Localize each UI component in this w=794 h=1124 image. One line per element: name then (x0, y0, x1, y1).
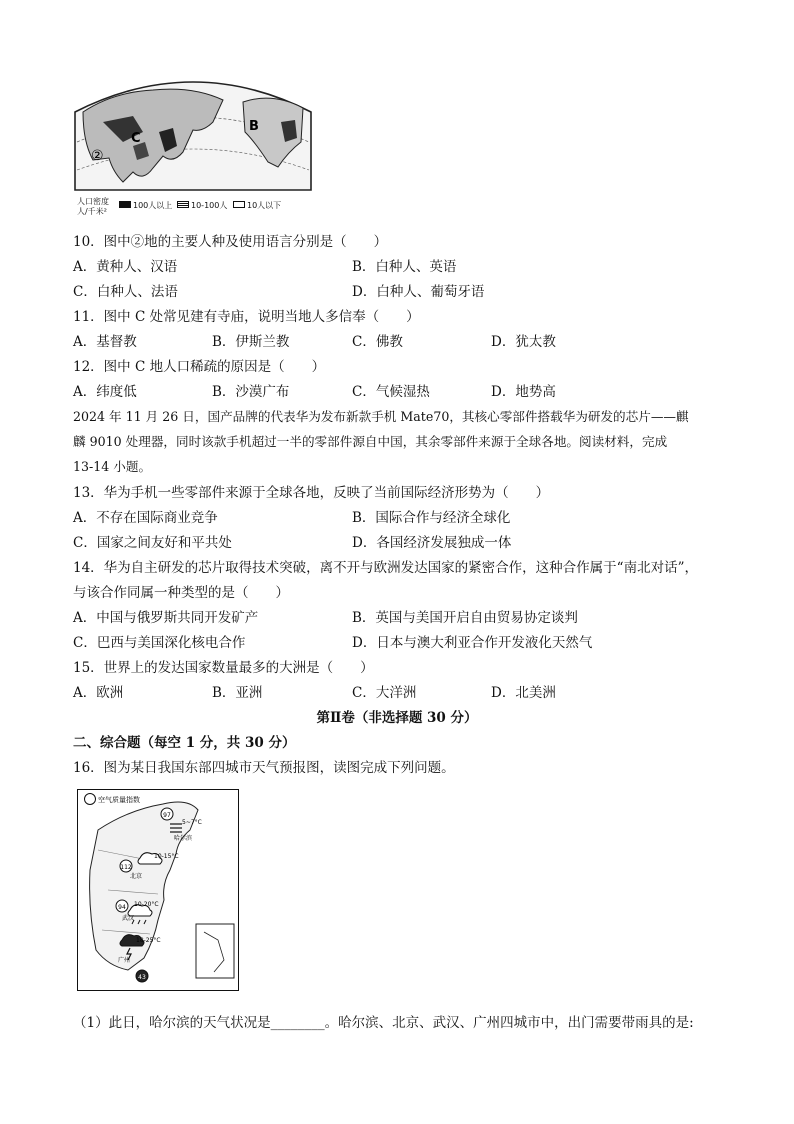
question-13-stem: 13．华为手机一些零部件来源于全球各地，反映了当前国际经济形势为（ ） (73, 485, 550, 501)
population-density-map (73, 72, 313, 222)
city-wuhan: 武汉 (122, 915, 135, 922)
question-11-stem: 11．图中 C 处常见建有寺庙，说明当地人多信奉（ ） (73, 309, 420, 325)
question-12-option-c: C．气候湿热 (352, 384, 430, 400)
question-12-option-b: B．沙漠广布 (212, 384, 290, 400)
aqi-wuhan: 94 (118, 904, 126, 911)
question-13-option-c: C．国家之间友好和平共处 (73, 535, 232, 551)
question-14-option-c: C．巴西与美国深化核电合作 (73, 635, 246, 651)
question-12-option-d: D．地势高 (491, 384, 556, 400)
aqi-guangzhou: 43 (138, 974, 146, 981)
question-14-stem-line-1: 14．华为自主研发的芯片取得技术突破，离不开与欧洲发达国家的紧密合作，这种合作属于“南北对话”， (73, 560, 698, 576)
temp-harbin: 5~7°C (182, 819, 202, 826)
question-10-option-b: B．白种人、英语 (352, 259, 457, 275)
question-11-option-d: D．犹太教 (491, 334, 556, 350)
passage-line-2: 麟 9010 处理器，同时该款手机超过一半的零部件源自中国，其余零部件来源于全球各地。阅读材料，完成 (73, 434, 668, 449)
question-10-option-c: C．白种人、法语 (73, 284, 178, 300)
volume-2-title: 第Ⅱ卷（非选择题 30 分） (316, 710, 478, 726)
question-16-intro: 16．图为某日我国东部四城市天气预报图，读图完成下列问题。 (73, 760, 455, 776)
city-harbin: 哈尔滨 (174, 835, 193, 842)
question-12-option-a: A．纬度低 (73, 384, 137, 400)
question-14-option-b: B．英国与美国开启自由贸易协定谈判 (352, 610, 578, 626)
aqi-beijing: 112 (120, 864, 132, 871)
question-14-option-a: A．中国与俄罗斯共同开发矿产 (73, 610, 259, 626)
legend-swatch-medium (177, 201, 189, 208)
question-11-option-c: C．佛教 (352, 334, 403, 350)
question-11-option-a: A．基督教 (73, 334, 137, 350)
question-15-option-d: D．北美洲 (491, 685, 556, 701)
legend-item-sparse: 10人以下 (247, 201, 282, 210)
question-13-option-a: A．不存在国际商业竞争 (73, 510, 218, 526)
question-16-part-1: （1）此日，哈尔滨的天气状况是________。哈尔滨、北京、武汉、广州四城市中，出门需要带雨具的是: (73, 1015, 694, 1031)
map1-label-circle-2: ② (91, 148, 104, 164)
city-beijing: 北京 (130, 873, 143, 880)
legend-swatch-sparse (233, 201, 245, 208)
map1-label-b: B (249, 119, 259, 134)
legend-item-medium: 10-100人 (191, 201, 228, 210)
question-15-option-c: C．大洋洲 (352, 685, 417, 701)
question-13-option-b: B．国际合作与经济全球化 (352, 510, 511, 526)
question-11-option-b: B．伊斯兰教 (212, 334, 290, 350)
legend-swatch-dense (119, 201, 131, 208)
question-15-option-b: B．亚洲 (212, 685, 263, 701)
map1-label-c: C (131, 131, 141, 146)
question-15-stem: 15．世界上的发达国家数量最多的大洲是（ ） (73, 660, 374, 676)
temp-beijing: 10-15°C (154, 853, 179, 860)
question-14-stem-line-2: 与该合作同属一种类型的是（ ） (73, 585, 289, 601)
map1-legend (73, 196, 313, 220)
passage-line-1: 2024 年 11 月 26 日，国产品牌的代表华为发布新款手机 Mate70，其核心零部件搭载华为研发的芯片——麒 (73, 409, 689, 424)
legend-title-line2: 人/千米² (77, 207, 107, 216)
question-15-option-a: A．欧洲 (73, 685, 124, 701)
temp-guangzhou: 18-25°C (136, 937, 161, 944)
question-12-stem: 12．图中 C 地人口稀疏的原因是（ ） (73, 359, 326, 375)
map2-title: 空气质量指数 (98, 796, 140, 804)
question-13-option-d: D．各国经济发展独成一体 (352, 535, 512, 551)
section-2-heading: 二、综合题（每空 1 分，共 30 分） (73, 735, 296, 751)
aqi-harbin: 97 (163, 812, 171, 819)
temp-wuhan: 10-20°C (134, 901, 159, 908)
legend-title-line1: 人口密度 (77, 197, 109, 206)
question-10-stem: 10．图中②地的主要人种及使用语言分别是（ ） (73, 234, 388, 250)
weather-forecast-map (77, 789, 239, 991)
legend-item-dense: 100人以上 (133, 201, 173, 210)
passage-line-3: 13-14 小题。 (73, 459, 152, 474)
question-14-option-d: D．日本与澳大利亚合作开发液化天然气 (352, 635, 593, 651)
question-10-option-d: D．白种人、葡萄牙语 (352, 284, 485, 300)
question-10-option-a: A．黄种人、汉语 (73, 259, 178, 275)
city-guangzhou: 广州 (118, 957, 131, 964)
